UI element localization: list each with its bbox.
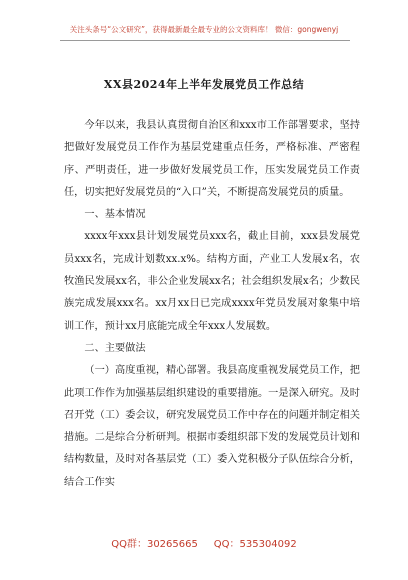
section-heading-practices: 二、主要做法 [84, 342, 146, 354]
paragraph-practices: （一）高度重视，精心部署。我县高度重视发展党员工作，把此项工作作为加强基层组织建设的重要措施。一是深入研究。及时召开党（工）委会议，研究发展党员工作中存在的问题并制定相关措施。二是综合分析研判。根据市委组织部下发的发展党员计划和结构数量，及时对各基层党（工）委入党积极分子队伍综合分析，结合工作实 [64, 365, 360, 488]
footer-note: QQ群：30265665 QQ：535304092 [111, 539, 297, 550]
paragraph-basic-situation: xxxx年xxx县计划发展党员xxx名，截止目前，xxx县发展党员xxx名，完成计划数xx.x%。结构方面，产业工人发展x名，农牧渔民发展xx名，非公企业发展xx名；社会组织发展x名；少数民族完成发展xxx名。xx月xx日已完成xxxx年党员发展对象集中培训工作，预计xx月底能完成全年xxx人发展数。 [64, 231, 360, 332]
paragraph-intro: 今年以来，我县认真贯彻自治区和xxx市工作部署要求，坚持把做好发展党员工作作为基层党建重点任务，严格标准、严密程序、严明责任，进一步做好发展党员工作，压实发展党员工作责任，切实把好发展党员的“入口”关，不断提高发展党员的质量。 [64, 120, 360, 198]
section-heading-basic: 一、基本情况 [84, 209, 146, 221]
header-divider [60, 40, 350, 41]
header-note: 关注头条号“公文研究”，获得最新最全最专业的公文资料库！ 微信：gongwenyj [69, 25, 339, 34]
document-body [64, 115, 360, 494]
document-title: XX县2024年上半年发展党员工作总结 [103, 78, 305, 91]
